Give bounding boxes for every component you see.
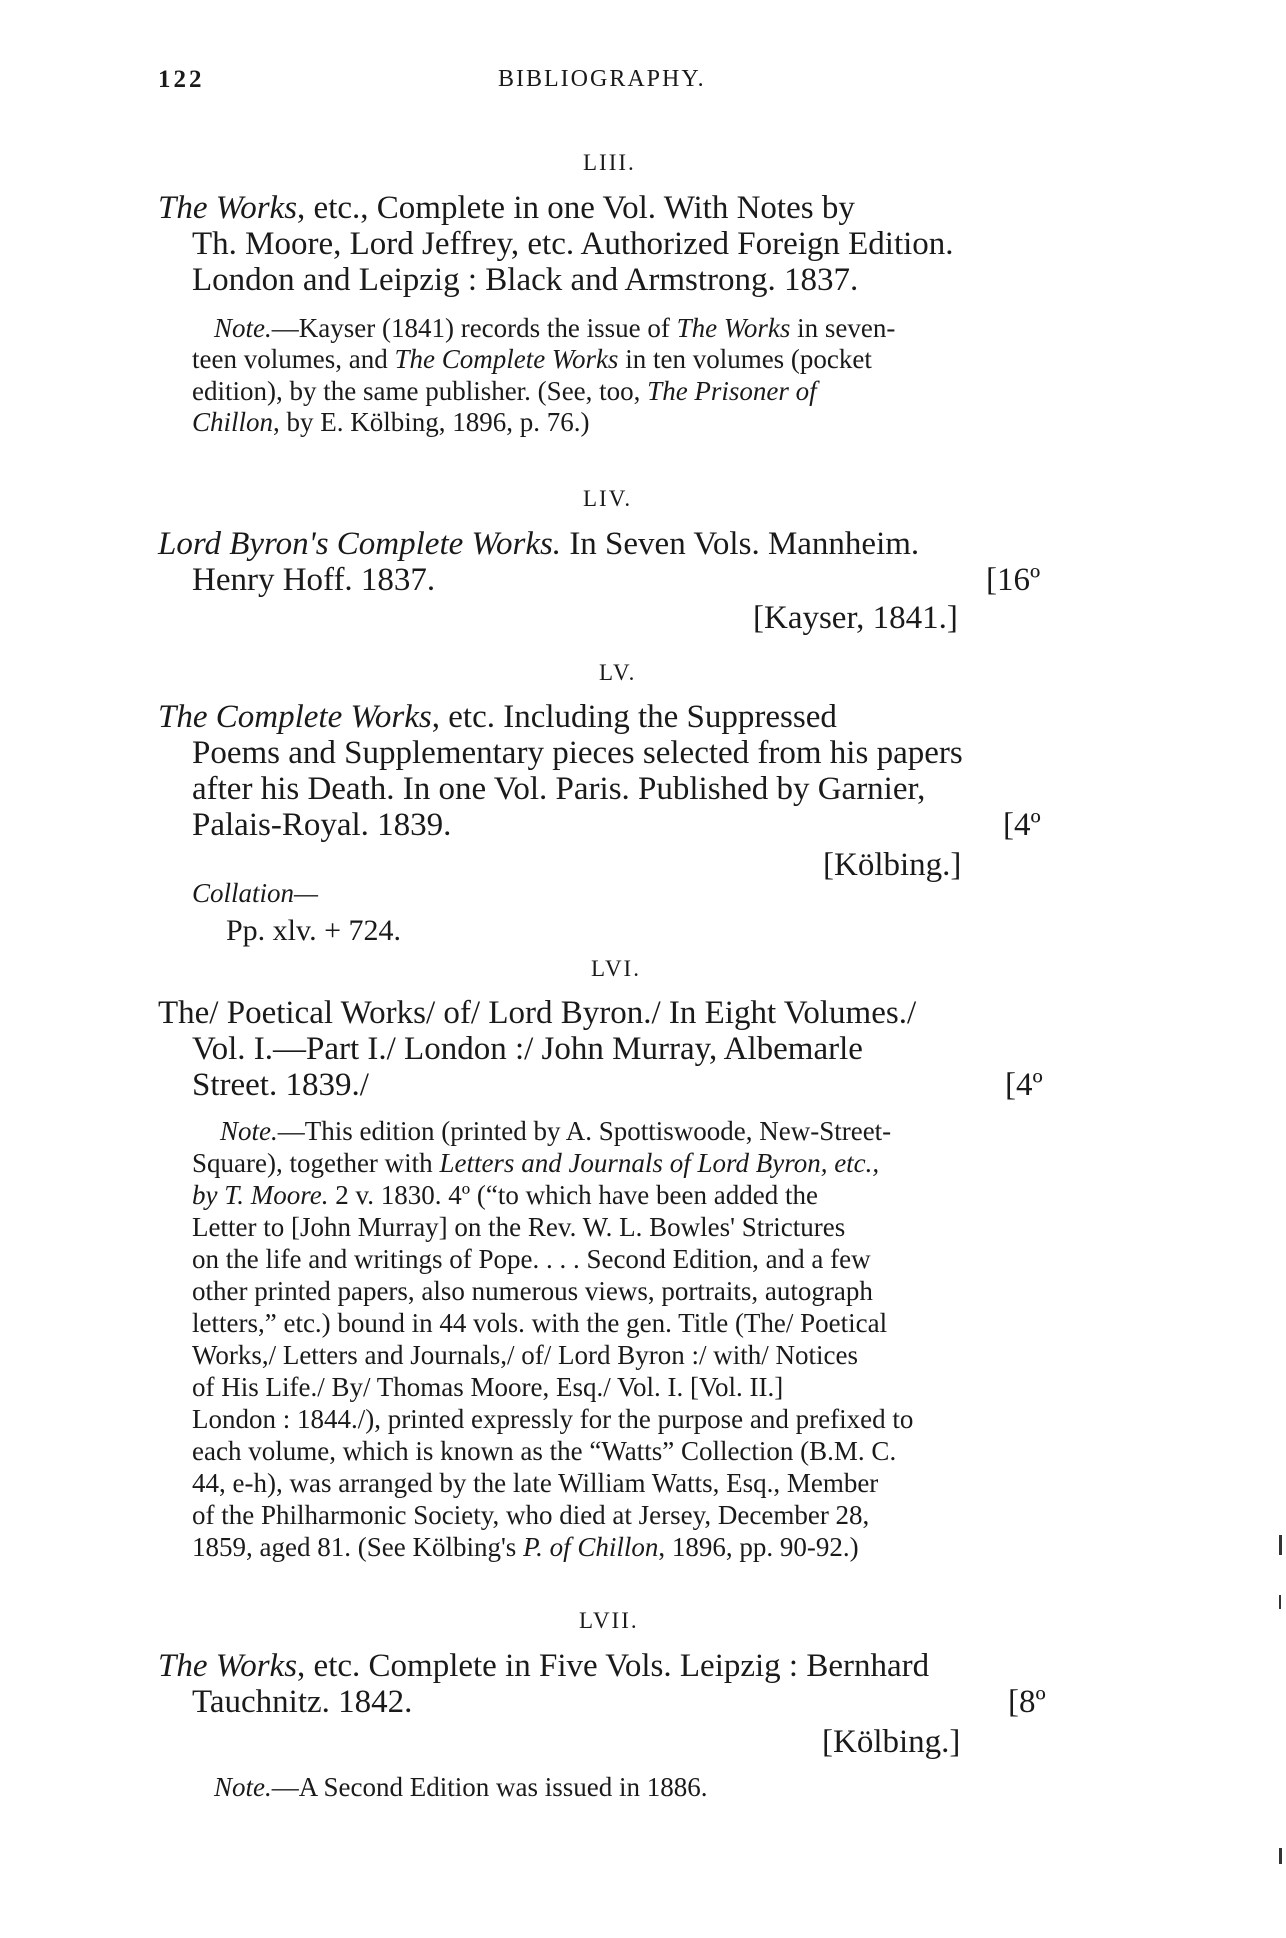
entry-line: after his Death. In one Vol. Paris. Published by Garnier, <box>192 771 926 807</box>
entry-line: Tauchnitz. 1842. <box>192 1684 413 1720</box>
entry-line <box>158 190 855 227</box>
note-italic: by T. Moore. <box>192 1180 329 1210</box>
entry-line: London and Leipzig : Black and Armstrong. 1837. <box>192 262 859 298</box>
note-line: letters,” etc.) bound in 44 vols. with the gen. Title (The/ Poetical <box>192 1308 888 1338</box>
note-line <box>192 1532 859 1563</box>
note-line: Works,/ Letters and Journals,/ of/ Lord Byron :/ with/ Notices <box>192 1340 858 1370</box>
entry-line <box>158 1648 929 1685</box>
note-line <box>192 376 817 407</box>
collation-label <box>192 878 318 909</box>
title-italic: Lord Byron's Complete Works. <box>158 526 562 562</box>
note-italic: Letters and Journals of Lord Byron, etc., <box>439 1148 880 1178</box>
scan-mark <box>1279 1848 1282 1864</box>
page-number: 122 <box>158 66 205 93</box>
note-italic: The Complete Works <box>394 344 619 374</box>
title-italic: The Works <box>158 190 298 226</box>
note-label: Note. <box>220 1116 278 1146</box>
note-text: —This edition (printed by A. Spottiswoode, New-Street- <box>277 1116 892 1146</box>
note-line: Letter to [John Murray] on the Rev. W. L. Bowles' Strictures <box>192 1212 846 1242</box>
entry-numeral: LIII. <box>583 150 636 175</box>
note-text: 2 v. 1830. 4º (“to which have been added the <box>328 1180 818 1210</box>
note-label: Note. <box>214 313 272 343</box>
entry-line <box>158 526 919 563</box>
format-mark: [4º <box>1003 807 1041 843</box>
entry-text: , etc. Complete in Five Vols. Leipzig : Bernhard <box>297 1648 930 1684</box>
entry-line <box>158 699 837 736</box>
note-text: —A Second Edition was issued in 1886. <box>271 1772 708 1802</box>
entry-numeral: LVI. <box>591 956 641 981</box>
entry-numeral: LV. <box>599 660 637 685</box>
source-citation: [Kölbing.] <box>823 847 962 883</box>
entry-text: In Seven Vols. Mannheim. <box>561 526 920 562</box>
note-text: 1859, aged 81. (See Kölbing's <box>192 1532 524 1562</box>
title-italic: The Works <box>158 1648 298 1684</box>
note-text: —Kayser (1841) records the issue of <box>271 313 677 343</box>
scan-mark <box>1279 1595 1281 1609</box>
page-header <box>158 66 1108 106</box>
entry-line: Poems and Supplementary pieces selected from his papers <box>192 735 963 771</box>
note-text: , 1896, pp. 90-92.) <box>658 1532 859 1562</box>
note-text: in seven- <box>790 313 896 343</box>
entry-numeral: LIV. <box>583 486 633 511</box>
note-italic: The Works <box>676 313 791 343</box>
note-line <box>214 1772 707 1803</box>
note-italic: Chillon <box>192 407 274 437</box>
title-italic: The Complete Works <box>158 699 432 735</box>
running-title: BIBLIOGRAPHY. <box>498 66 706 92</box>
format-mark: [8º <box>1008 1684 1046 1720</box>
note-line: 44, e-h), was arranged by the late William Watts, Esq., Member <box>192 1468 879 1498</box>
note-line: other printed papers, also numerous views, portraits, autograph <box>192 1276 873 1306</box>
source-citation: [Kölbing.] <box>822 1724 961 1760</box>
note-italic: The Prisoner of <box>647 376 817 406</box>
note-label: Note. <box>214 1772 272 1802</box>
entry-line: Street. 1839./ <box>192 1067 369 1103</box>
note-line <box>220 1116 891 1147</box>
entry-line: The/ Poetical Works/ of/ Lord Byron./ In Eight Volumes./ <box>158 995 917 1031</box>
entry-line: Palais-Royal. 1839. <box>192 807 452 843</box>
note-line <box>214 313 895 344</box>
note-line <box>192 1148 879 1179</box>
note-line <box>192 407 590 438</box>
note-line: London : 1844./), printed expressly for the purpose and prefixed to <box>192 1404 914 1434</box>
collation-label-text: Collation— <box>192 878 319 908</box>
note-italic: P. of Chillon <box>523 1532 659 1562</box>
format-mark: [4º <box>1005 1067 1043 1103</box>
note-line <box>192 1180 818 1211</box>
note-line: on the life and writings of Pope. . . . Second Edition, and a few <box>192 1244 871 1274</box>
format-mark: [16º <box>986 562 1041 598</box>
note-text: Square), together with <box>192 1148 440 1178</box>
entry-text: , etc. Including the Suppressed <box>431 699 837 735</box>
note-line: each volume, which is known as the “Watts” Collection (B.M. C. <box>192 1436 897 1466</box>
note-text: edition), by the same publisher. (See, too, <box>192 376 648 406</box>
entry-line: Vol. I.—Part I./ London :/ John Murray, Albemarle <box>192 1031 863 1067</box>
note-line <box>192 344 872 375</box>
source-citation: [Kayser, 1841.] <box>753 600 958 636</box>
entry-line: Henry Hoff. 1837. <box>192 562 436 598</box>
note-line: of the Philharmonic Society, who died at Jersey, December 28, <box>192 1500 870 1530</box>
collation-value: Pp. xlv. + 724. <box>226 914 401 947</box>
scan-mark <box>1279 1535 1282 1555</box>
note-line: of His Life./ By/ Thomas Moore, Esq./ Vol. I. [Vol. II.] <box>192 1372 784 1402</box>
note-text: teen volumes, and <box>192 344 395 374</box>
note-text: , by E. Kölbing, 1896, p. 76.) <box>273 407 590 437</box>
entry-numeral: LVII. <box>579 1608 639 1633</box>
note-text: in ten volumes (pocket <box>618 344 872 374</box>
entry-line: Th. Moore, Lord Jeffrey, etc. Authorized Foreign Edition. <box>192 226 954 262</box>
entry-text: , etc., Complete in one Vol. With Notes by <box>297 190 855 226</box>
